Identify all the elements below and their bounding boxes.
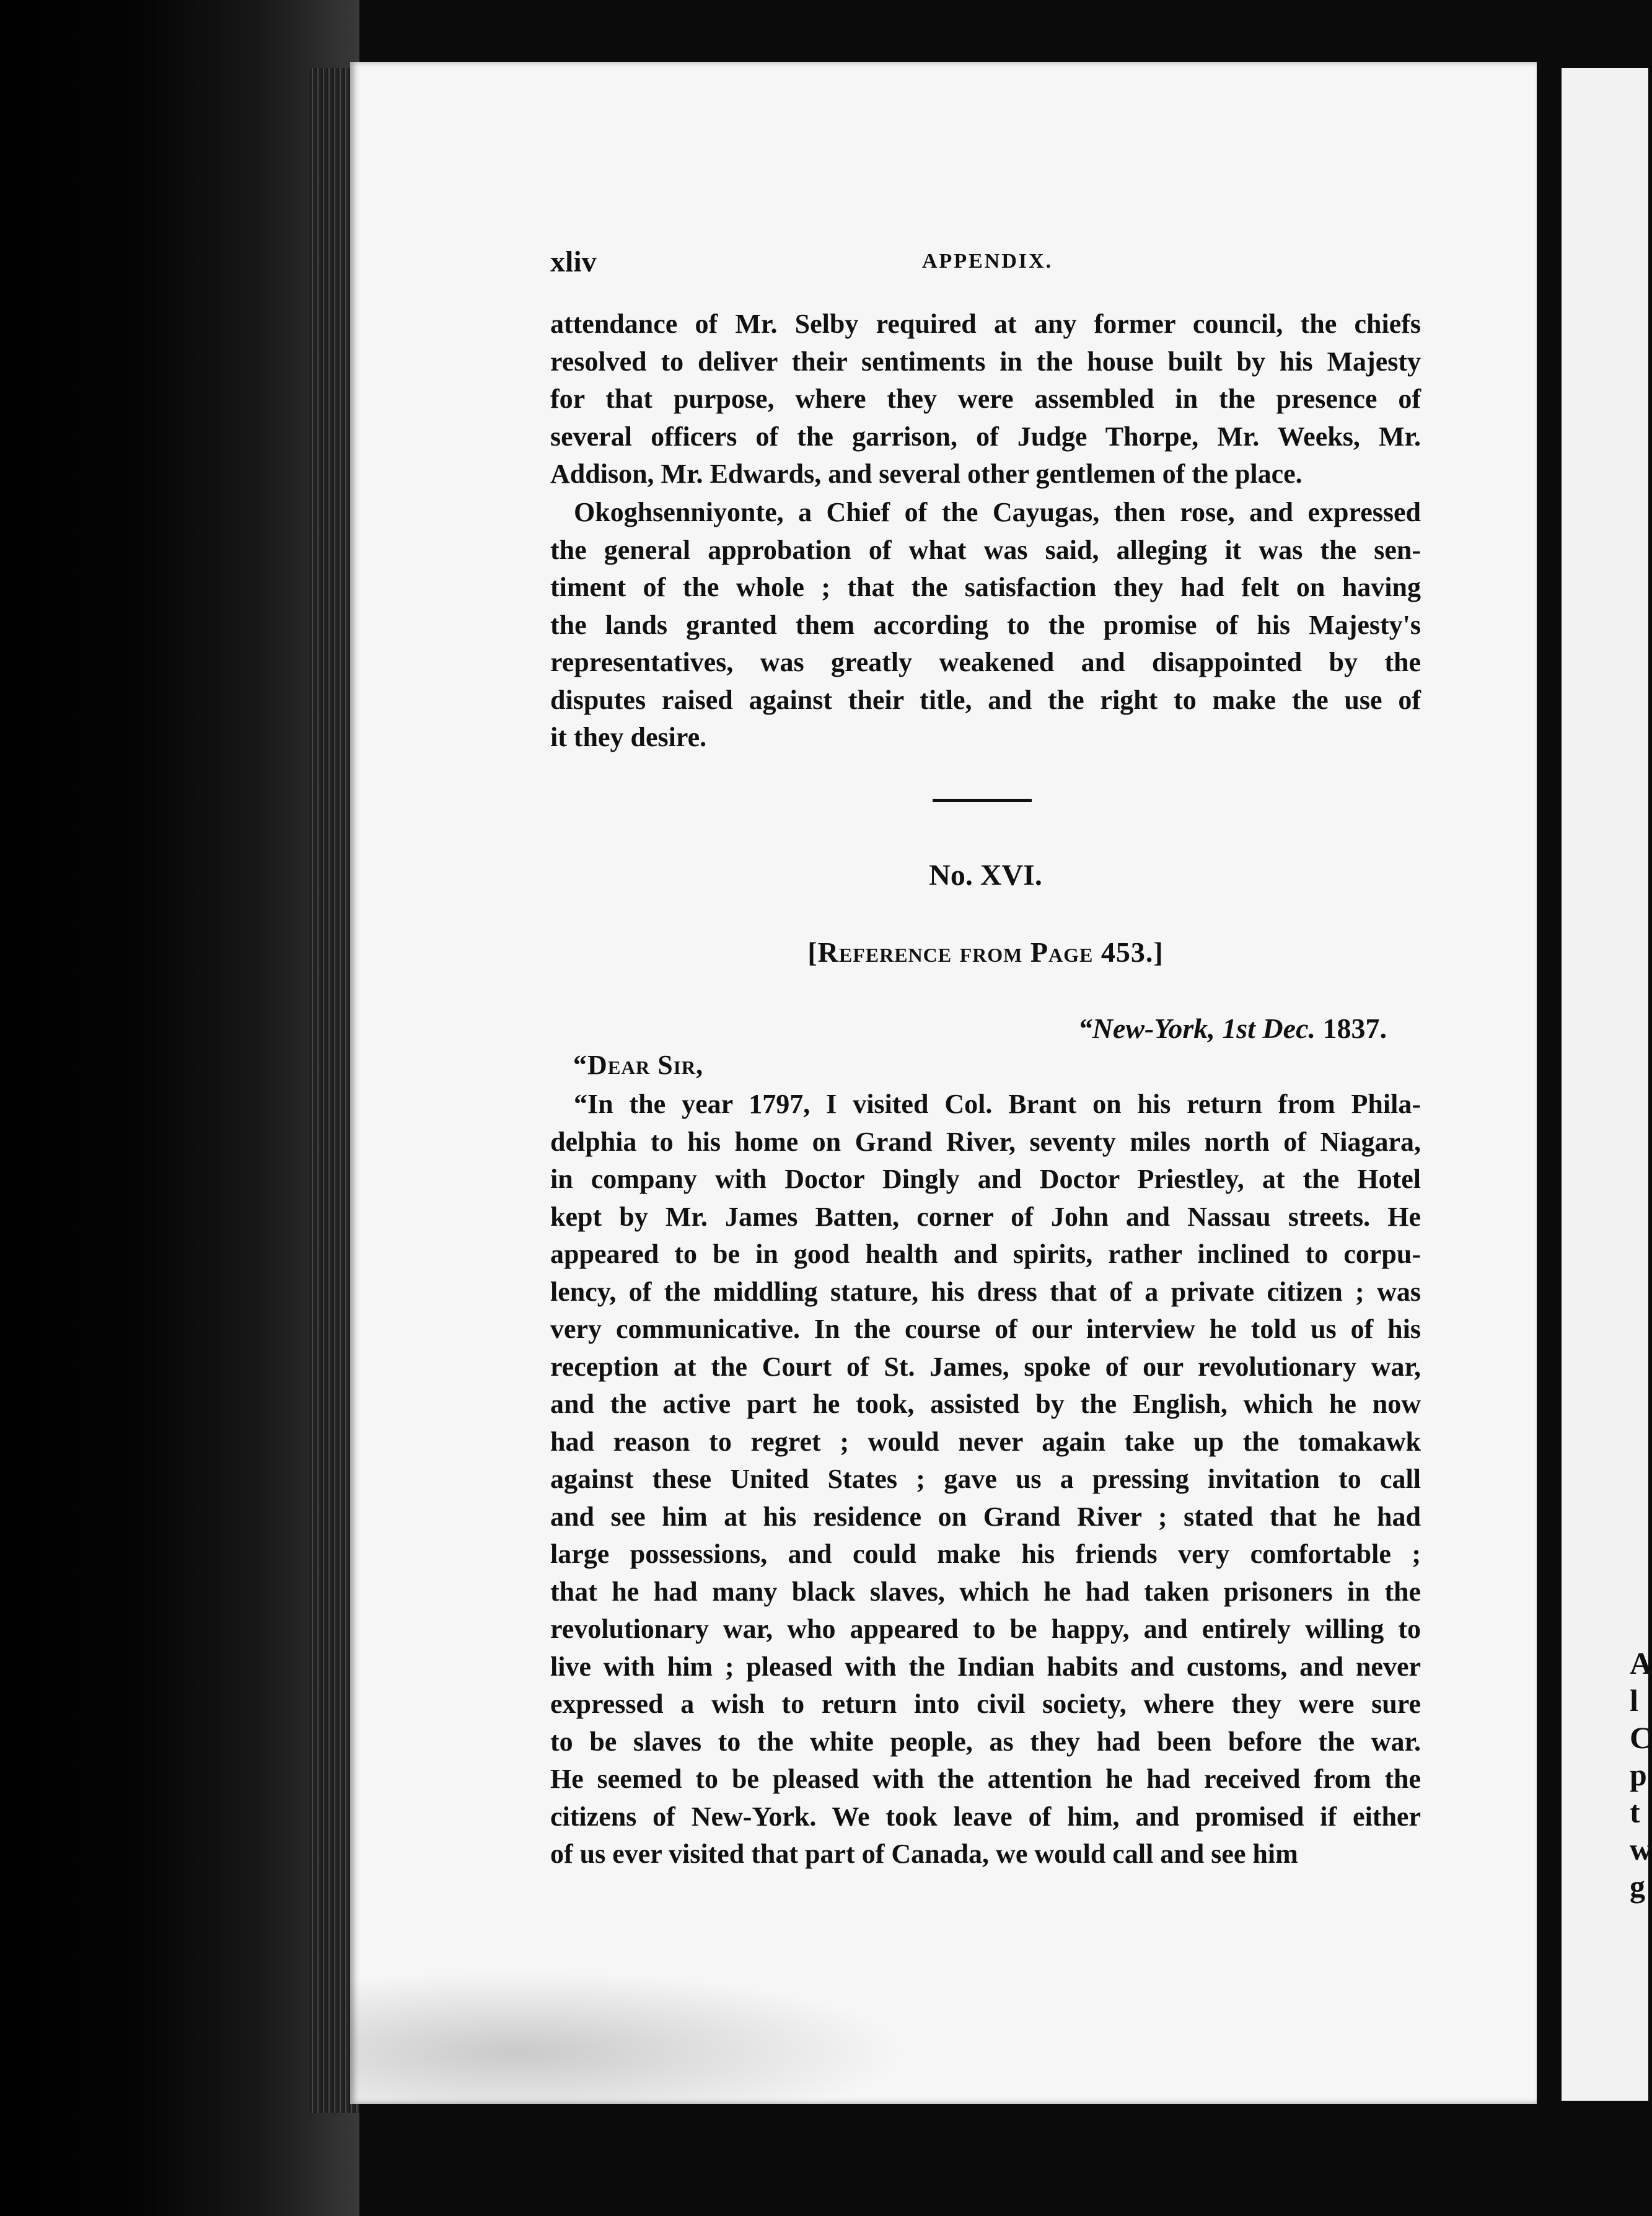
dateline-year: 1837. xyxy=(1322,1013,1387,1044)
text-line: representatives, was greatly weakened and disappointed by the xyxy=(550,647,1421,677)
running-title: APPENDIX. xyxy=(922,250,1053,273)
text-line: expressed a wish to return into civil society, where they were sure xyxy=(550,1689,1421,1719)
page-smudge xyxy=(350,1971,908,2107)
text-line: the lands granted them according to the promise of his Majesty's xyxy=(550,609,1421,640)
edge-letter: C xyxy=(1630,1720,1652,1755)
edge-letter: A xyxy=(1630,1646,1652,1681)
text-line: it they desire. xyxy=(550,722,707,752)
edge-letter: l xyxy=(1630,1683,1638,1718)
dateline-date: 1st Dec. xyxy=(1222,1013,1316,1044)
section-rule xyxy=(933,799,1032,802)
text-line: revolutionary war, who appeared to be happy, and entirely willing to xyxy=(550,1614,1421,1644)
paragraph-1 xyxy=(550,306,1421,493)
edge-letter: p xyxy=(1630,1757,1647,1792)
text-line: against these United States ; gave us a pressing invitation to call xyxy=(550,1464,1421,1494)
text-line: citizens of New-York. We took leave of him, and promised if either xyxy=(550,1801,1421,1832)
text-line: and see him at his residence on Grand River ; stated that he had xyxy=(550,1501,1421,1532)
text-line: Okoghsenniyonte, a Chief of the Cayugas, then rose, and expressed xyxy=(574,497,1421,527)
text-line: delphia to his home on Grand River, seventy miles north of Niagara, xyxy=(550,1126,1421,1157)
text-line: several officers of the garrison, of Judge Thorpe, Mr. Weeks, Mr. xyxy=(550,421,1421,452)
text-line: appeared to be in good health and spirits, rather inclined to corpu- xyxy=(550,1239,1421,1269)
letter-salutation: “Dear Sir, xyxy=(573,1050,704,1080)
text-line: had reason to regret ; would never again take up the tomakawk xyxy=(550,1426,1421,1457)
dateline-place: “New-York, xyxy=(1078,1013,1215,1044)
text-line: resolved to deliver their sentiments in the house built by his Majesty xyxy=(550,346,1421,377)
text-line: disputes raised against their title, and the right to make the use of xyxy=(550,684,1421,715)
text-line: timent of the whole ; that the satisfaction they had felt on having xyxy=(550,572,1421,602)
text-line: that he had many black slaves, which he had taken prisoners in the xyxy=(550,1576,1421,1607)
paragraph-2 xyxy=(550,494,1421,757)
letter-dateline xyxy=(550,1012,1387,1045)
text-line: reception at the Court of St. James, spoke of our revolutionary war, xyxy=(550,1351,1421,1382)
text-line: to be slaves to the white people, as they had been before the war. xyxy=(550,1726,1421,1757)
page-number: xliv xyxy=(550,245,597,278)
section-number: No. XVI. xyxy=(929,859,1042,892)
text-line: lency, of the middling stature, his dress that of a private citizen ; was xyxy=(550,1276,1421,1307)
text-line: in company with Doctor Dingly and Doctor Priestley, at the Hotel xyxy=(550,1164,1421,1194)
edge-letter: g xyxy=(1630,1869,1645,1904)
letter-body xyxy=(550,1086,1421,1873)
text-line: large possessions, and could make his friends very comfortable ; xyxy=(550,1539,1421,1569)
text-line: attendance of Mr. Selby required at any former council, the chiefs xyxy=(550,309,1421,339)
text-line: live with him ; pleased with the Indian habits and customs, and never xyxy=(550,1651,1421,1682)
page-header xyxy=(550,245,1421,282)
text-line: the general approbation of what was said, alleging it was the sen- xyxy=(550,534,1421,565)
book-spine xyxy=(0,0,359,2216)
edge-letter: t xyxy=(1630,1795,1640,1829)
text-line: of us ever visited that part of Canada, we would call and see him xyxy=(550,1839,1298,1869)
text-line: He seemed to be pleased with the attention he had received from the xyxy=(550,1764,1421,1794)
text-line: “In the year 1797, I visited Col. Brant on his return from Phila- xyxy=(574,1089,1421,1119)
text-line: Addison, Mr. Edwards, and several other gentlemen of the place. xyxy=(550,459,1303,489)
text-line: very communicative. In the course of our interview he told us of his xyxy=(550,1314,1421,1344)
text-line: for that purpose, where they were assembled in the presence of xyxy=(550,384,1421,414)
edge-letter: w xyxy=(1630,1832,1652,1866)
text-line: and the active part he took, assisted by the English, which he now xyxy=(550,1389,1421,1419)
text-line: kept by Mr. James Batten, corner of John and Nassau streets. He xyxy=(550,1201,1421,1232)
section-reference: [Reference from Page 453.] xyxy=(807,936,1164,968)
